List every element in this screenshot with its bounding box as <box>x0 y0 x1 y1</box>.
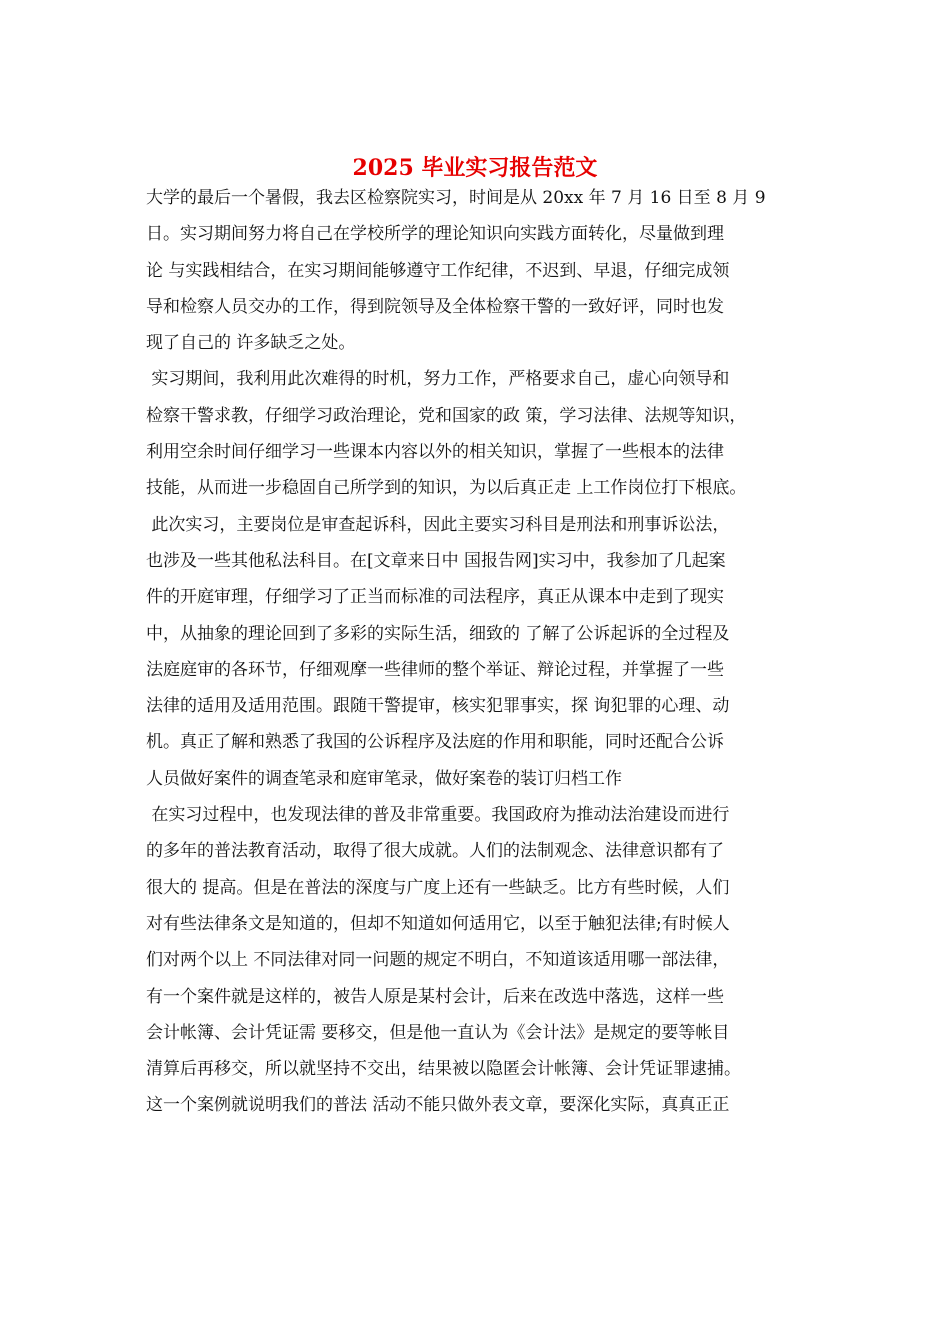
body-line: 日。实习期间努力将自己在学校所学的理论知识向实践方面转化，尽量做到理 <box>146 224 724 245</box>
body-line: 法庭庭审的各环节，仔细观摩一些律师的整个举证、辩论过程，并掌握了一些 <box>146 659 724 680</box>
body-line: 在实习过程中，也发现法律的普及非常重要。我国政府为推动法治建设而进行 <box>146 805 730 826</box>
body-line: 大学的最后一个暑假，我去区检察院实习，时间是从 20xx 年 7 月 16 日至 8 月 9 <box>146 188 766 208</box>
body-line: 会计帐簿、会计凭证需 要移交，但是他一直认为《会计法》是规定的要等帐目 <box>146 1022 730 1043</box>
body-line: 也涉及一些其他私法科目。在[文章来日中 国报告网]实习中，我参加了几起案 <box>146 550 726 571</box>
body-line: 的多年的普法教育活动，取得了很大成就。人们的法制观念、法律意识都有了 <box>146 841 724 862</box>
body-line: 此次实习，主要岗位是审查起诉科，因此主要实习科目是刑法和刑事诉讼法， <box>146 514 730 535</box>
document-body <box>146 180 826 1124</box>
body-line: 人员做好案件的调查笔录和庭审笔录，做好案卷的装订归档工作 <box>146 768 622 789</box>
body-line: 利用空余时间仔细学习一些课本内容以外的相关知识，掌握了一些根本的法律 <box>146 442 724 463</box>
body-line: 实习期间，我利用此次难得的时机，努力工作，严格要求自己，虚心向领导和 <box>146 369 730 390</box>
body-line: 中，从抽象的理论回到了多彩的实际生活，细致的 了解了公诉起诉的全过程及 <box>146 623 730 644</box>
body-line: 对有些法律条文是知道的，但却不知道如何适用它，以至于触犯法律;有时候人 <box>146 913 730 934</box>
body-line: 很大的 提高。但是在普法的深度与广度上还有一些缺乏。比方有些时候，人们 <box>146 877 730 898</box>
body-line: 现了自己的 许多缺乏之处。 <box>146 333 356 354</box>
body-line: 们对两个以上 不同法律对同一问题的规定不明白，不知道该适用哪一部法律， <box>146 950 730 971</box>
body-line: 清算后再移交，所以就坚持不交出，结果被以隐匿会计帐簿、会计凭证罪逮捕。 <box>146 1059 741 1080</box>
body-line: 论 与实践相结合，在实习期间能够遵守工作纪律，不迟到、早退，仔细完成领 <box>146 260 730 281</box>
body-line: 机。真正了解和熟悉了我国的公诉程序及法庭的作用和职能，同时还配合公诉 <box>146 732 724 753</box>
document-title: 2025 毕业实习报告范文 <box>352 155 598 181</box>
body-line: 技能，从而进一步稳固自己所学到的知识，为以后真正走 上工作岗位打下根底。 <box>146 478 747 499</box>
body-line: 件的开庭审理，仔细学习了正当而标准的司法程序，真正从课本中走到了现实 <box>146 587 724 608</box>
body-line: 这一个案例就说明我们的普法 活动不能只做外表文章，要深化实际，真真正正 <box>146 1095 730 1116</box>
body-line: 法律的适用及适用范围。跟随干警提审，核实犯罪事实，探 询犯罪的心理、动 <box>146 696 730 717</box>
body-line: 导和检察人员交办的工作，得到院领导及全体检察干警的一致好评，同时也发 <box>146 296 724 317</box>
body-line: 检察干警求教，仔细学习政治理论，党和国家的政 策，学习法律、法规等知识， <box>146 405 747 426</box>
body-line: 有一个案件就是这样的，被告人原是某村会计，后来在改选中落选，这样一些 <box>146 986 724 1007</box>
